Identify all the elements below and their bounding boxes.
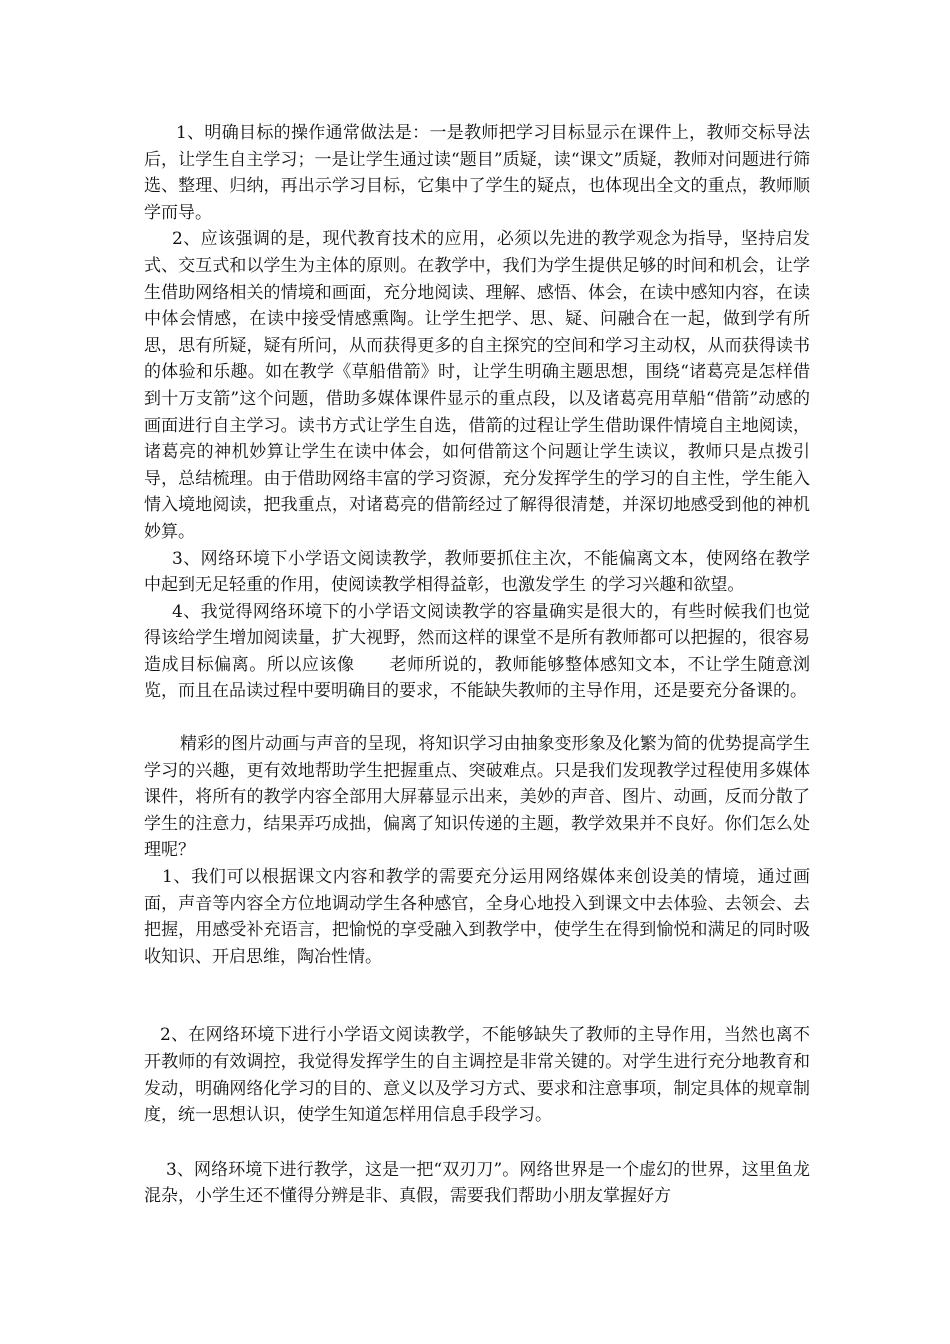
paragraph-2: 2、应该强调的是，现代教育技术的应用，必须以先进的教学观念为指导，坚持启发式、交互式和以学生为主体的原则。在教学中，我们为学生提供足够的时间和机会，让学生借助网络相关的情境和画面，充分地阅读、理解、感悟、体会，在读中感知内容，在读中体会情感，在读中接受情感熏陶。让学生把学、思、疑、问融合在一起，做到学有所思，思有所疑，疑有所问，从而获得更多的自主探究的空间和学习主动权，从而获得读书的体验和乐趣。如在教学《草船借箭》时，让学生明确主题思想，围绕“诸葛亮是怎样借到十万支箭”这个问题，借助多媒体课件显示的重点段，以及诸葛亮用草船“借箭”动感的画面进行自主学习。读书方式让学生自选，借箭的过程让学生借助课件情境自主地阅读，诸葛亮的神机妙算让学生在读中体会，如何借箭这个问题让学生读议，教师只是点拨引导，总结梳理。由于借助网络丰富的学习资源，充分发挥学生的学习的自主性，学生能入情入境地阅读，把我重点，对诸葛亮的借箭经过了解得很清楚，并深切地感受到他的神机妙算。 bbox=[144, 229, 810, 542]
document-body bbox=[144, 120, 810, 1210]
paragraph-7: 2、在网络环境下进行小学语文阅读教学，不能够缺失了教师的主导作用，当然也离不开教师的有效调控，我觉得发挥学生的自主调控是非常关键的。对学生进行充分地教育和发动，明确网络化学习的目的、意义以及学习方式、要求和注意事项，制定具体的规章制度，统一思想认识，使学生知道怎样用信息手段学习。 bbox=[144, 1025, 810, 1126]
paragraph-8: 3、网络环境下进行教学，这是一把“双刃刀”。网络世界是一个虚幻的世界，这里鱼龙混杂，小学生还不懂得分辨是非、真假，需要我们帮助小朋友掌握好方 bbox=[144, 1159, 810, 1207]
paragraph-5: 精彩的图片动画与声音的呈现，将知识学习由抽象变形象及化繁为简的优势提高学生学习的兴趣，更有效地帮助学生把握重点、突破难点。只是我们发现教学过程使用多媒体课件，将所有的教学内容全部用大屏幕显示出来，美妙的声音、图片、动画，反而分散了学生的注意力，结果弄巧成拙，偏离了知识传递的主题，教学效果并不良好。你们怎么处理呢？ bbox=[144, 734, 810, 861]
paragraph-spacer bbox=[144, 705, 810, 731]
paragraph-spacer bbox=[144, 970, 810, 1022]
paragraph-4: 4、我觉得网络环境下的小学语文阅读教学的容量确实是很大的，有些时候我们也觉得该给学生增加阅读量，扩大视野，然而这样的课堂不是所有教师都可以把握的，很容易造成目标偏离。所以应该像 老师所说的，教师能够整体感知文本，不让学生随意浏览，而且在品读过程中要明确目的要求，不能缺失教师的主导作用，还是要充分备课的。 bbox=[144, 601, 810, 702]
paragraph-1: 1、明确目标的操作通常做法是：一是教师把学习目标显示在课件上，教师交标导法后，让学生自主学习；一是让学生通过读“题目”质疑，读“课文”质疑，教师对问题进行筛选、整理、归纳，再出示学习目标，它集中了学生的疑点，也体现出全文的重点，教师顺学而导。 bbox=[144, 123, 810, 223]
paragraph-3: 3、网络环境下小学语文阅读教学，教师要抓住主次，不能偏离文本，使网络在教学中起到无足轻重的作用，使阅读教学相得益彰，也激发学生 的学习兴趣和欲望。 bbox=[144, 548, 810, 596]
paragraph-6: 1、我们可以根据课文内容和教学的需要充分运用网络媒体来创设美的情境，通过画面，声音等内容全方位地调动学生各种感官，全身心地投入到课文中去体验、去领会、去把握，用感受补充语言，把愉悦的享受融入到教学中，使学生在得到愉悦和满足的同时吸收知识、开启思维，陶冶性情。 bbox=[144, 867, 810, 967]
paragraph-spacer bbox=[144, 1129, 810, 1157]
